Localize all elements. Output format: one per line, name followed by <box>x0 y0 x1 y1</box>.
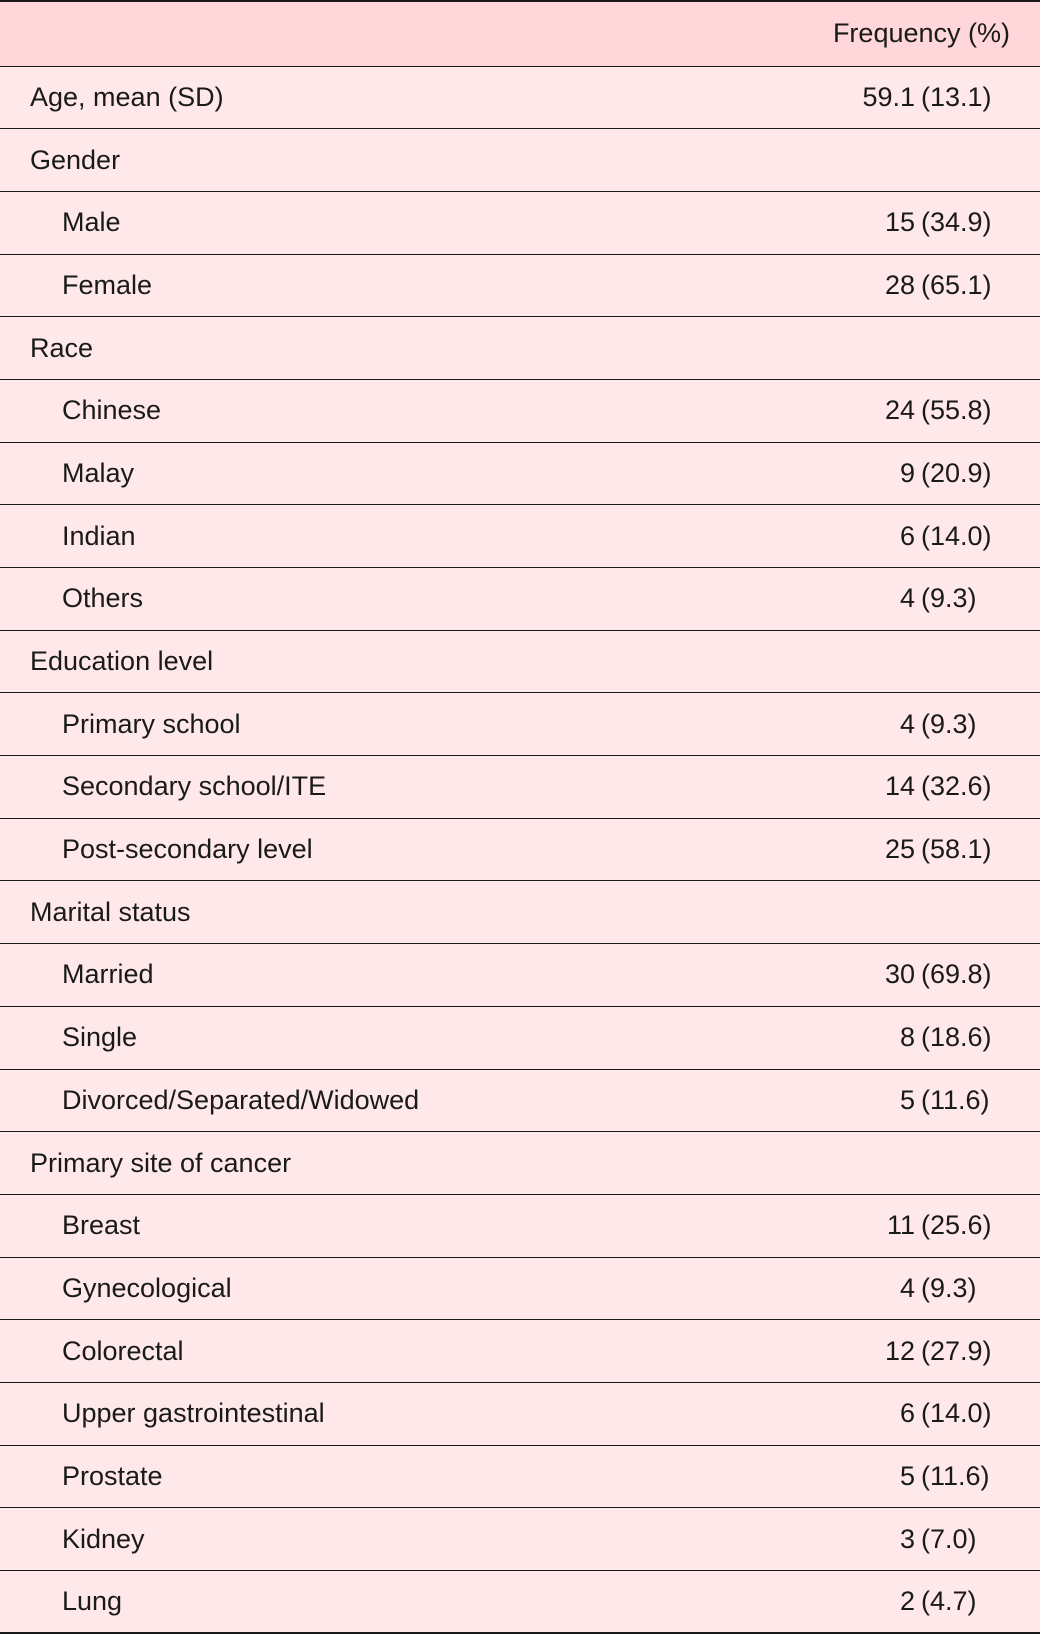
row-value <box>780 1257 1040 1320</box>
row-value <box>780 630 1040 693</box>
row-count: 4 <box>899 583 915 614</box>
row-value <box>780 442 1040 505</box>
row-value <box>780 505 1040 568</box>
row-percent: (7.0) <box>921 1523 977 1554</box>
row-percent: (9.3) <box>921 583 977 614</box>
row-value <box>780 129 1040 192</box>
table-row <box>0 1132 1040 1195</box>
row-value <box>780 1069 1040 1132</box>
row-percent: (55.8) <box>921 395 992 426</box>
row-value <box>780 1382 1040 1445</box>
row-percent: (25.6) <box>921 1210 992 1241</box>
row-count: 30 <box>884 959 915 990</box>
row-count: 5 <box>899 1460 915 1491</box>
row-count: 8 <box>899 1022 915 1053</box>
row-label: Marital status <box>0 881 780 944</box>
row-count: 11 <box>886 1210 915 1241</box>
row-value <box>780 1445 1040 1508</box>
table-row <box>0 66 1040 129</box>
table-row <box>0 881 1040 944</box>
row-label: Post-secondary level <box>0 818 780 881</box>
row-label: Age, mean (SD) <box>0 66 780 129</box>
row-value <box>780 1132 1040 1195</box>
row-count: 59.1 <box>862 81 915 112</box>
row-value <box>780 191 1040 254</box>
table-row <box>0 1382 1040 1445</box>
table-row <box>0 379 1040 442</box>
row-count: 6 <box>899 520 915 551</box>
row-label: Others <box>0 568 780 631</box>
row-value <box>780 66 1040 129</box>
row-label: Upper gastrointestinal <box>0 1382 780 1445</box>
row-count: 15 <box>884 207 915 238</box>
row-label: Secondary school/ITE <box>0 756 780 819</box>
table-row <box>0 254 1040 317</box>
row-value <box>780 1571 1040 1634</box>
row-label: Race <box>0 317 780 380</box>
row-label: Lung <box>0 1571 780 1634</box>
row-label: Gynecological <box>0 1257 780 1320</box>
row-percent: (58.1) <box>921 834 992 865</box>
row-percent: (34.9) <box>921 207 992 238</box>
row-count: 14 <box>884 771 915 802</box>
row-label: Single <box>0 1006 780 1069</box>
row-count: 9 <box>899 457 915 488</box>
row-percent: (11.6) <box>921 1460 990 1491</box>
row-count: 12 <box>884 1335 915 1366</box>
row-count: 25 <box>884 834 915 865</box>
table-row <box>0 1508 1040 1571</box>
table-row <box>0 1257 1040 1320</box>
row-value <box>780 944 1040 1007</box>
row-percent: (20.9) <box>921 457 992 488</box>
row-count: 3 <box>899 1523 915 1554</box>
row-label: Male <box>0 191 780 254</box>
row-value <box>780 818 1040 881</box>
row-percent: (18.6) <box>921 1022 992 1053</box>
table-row <box>0 1571 1040 1634</box>
header-row <box>0 1 1040 66</box>
table-row <box>0 1320 1040 1383</box>
table-row <box>0 129 1040 192</box>
row-percent: (9.3) <box>921 708 977 739</box>
row-label: Chinese <box>0 379 780 442</box>
row-count: 24 <box>884 395 915 426</box>
row-value <box>780 1194 1040 1257</box>
header-frequency-cell: Frequency (%) <box>780 1 1040 66</box>
table-header <box>0 1 1040 66</box>
row-percent: (69.8) <box>921 959 992 990</box>
row-percent: (14.0) <box>921 1398 992 1429</box>
row-label: Education level <box>0 630 780 693</box>
row-percent: (4.7) <box>921 1586 977 1617</box>
row-count: 5 <box>899 1084 915 1115</box>
table-row <box>0 756 1040 819</box>
table-row <box>0 944 1040 1007</box>
table-row <box>0 191 1040 254</box>
table-row <box>0 568 1040 631</box>
row-percent: (11.6) <box>921 1084 990 1115</box>
table-row <box>0 693 1040 756</box>
row-label: Gender <box>0 129 780 192</box>
row-percent: (32.6) <box>921 771 992 802</box>
row-count: 6 <box>899 1398 915 1429</box>
row-count: 4 <box>899 1272 915 1303</box>
row-value <box>780 1320 1040 1383</box>
row-label: Malay <box>0 442 780 505</box>
row-percent: (27.9) <box>921 1335 992 1366</box>
row-count: 4 <box>899 708 915 739</box>
row-value <box>780 568 1040 631</box>
row-percent: (13.1) <box>921 81 992 112</box>
table-row <box>0 818 1040 881</box>
table-row <box>0 442 1040 505</box>
row-value <box>780 1006 1040 1069</box>
row-label: Primary school <box>0 693 780 756</box>
row-percent: (65.1) <box>921 269 992 300</box>
row-label: Female <box>0 254 780 317</box>
row-value <box>780 317 1040 380</box>
table-row <box>0 1006 1040 1069</box>
row-percent: (14.0) <box>921 520 992 551</box>
table-row <box>0 505 1040 568</box>
header-label-cell <box>0 1 780 66</box>
table-body <box>0 66 1040 1633</box>
table-row <box>0 1069 1040 1132</box>
row-label: Colorectal <box>0 1320 780 1383</box>
table-row <box>0 1194 1040 1257</box>
row-value <box>780 379 1040 442</box>
row-label: Kidney <box>0 1508 780 1571</box>
row-label: Prostate <box>0 1445 780 1508</box>
row-value <box>780 881 1040 944</box>
row-value <box>780 1508 1040 1571</box>
table-row <box>0 317 1040 380</box>
row-value <box>780 693 1040 756</box>
row-count: 28 <box>884 269 915 300</box>
table-row <box>0 1445 1040 1508</box>
row-label: Indian <box>0 505 780 568</box>
row-count: 2 <box>899 1586 915 1617</box>
row-label: Breast <box>0 1194 780 1257</box>
row-label: Primary site of cancer <box>0 1132 780 1195</box>
row-percent: (9.3) <box>921 1272 977 1303</box>
table-row <box>0 630 1040 693</box>
row-label: Married <box>0 944 780 1007</box>
row-value <box>780 756 1040 819</box>
row-value <box>780 254 1040 317</box>
row-label: Divorced/Separated/Widowed <box>0 1069 780 1132</box>
